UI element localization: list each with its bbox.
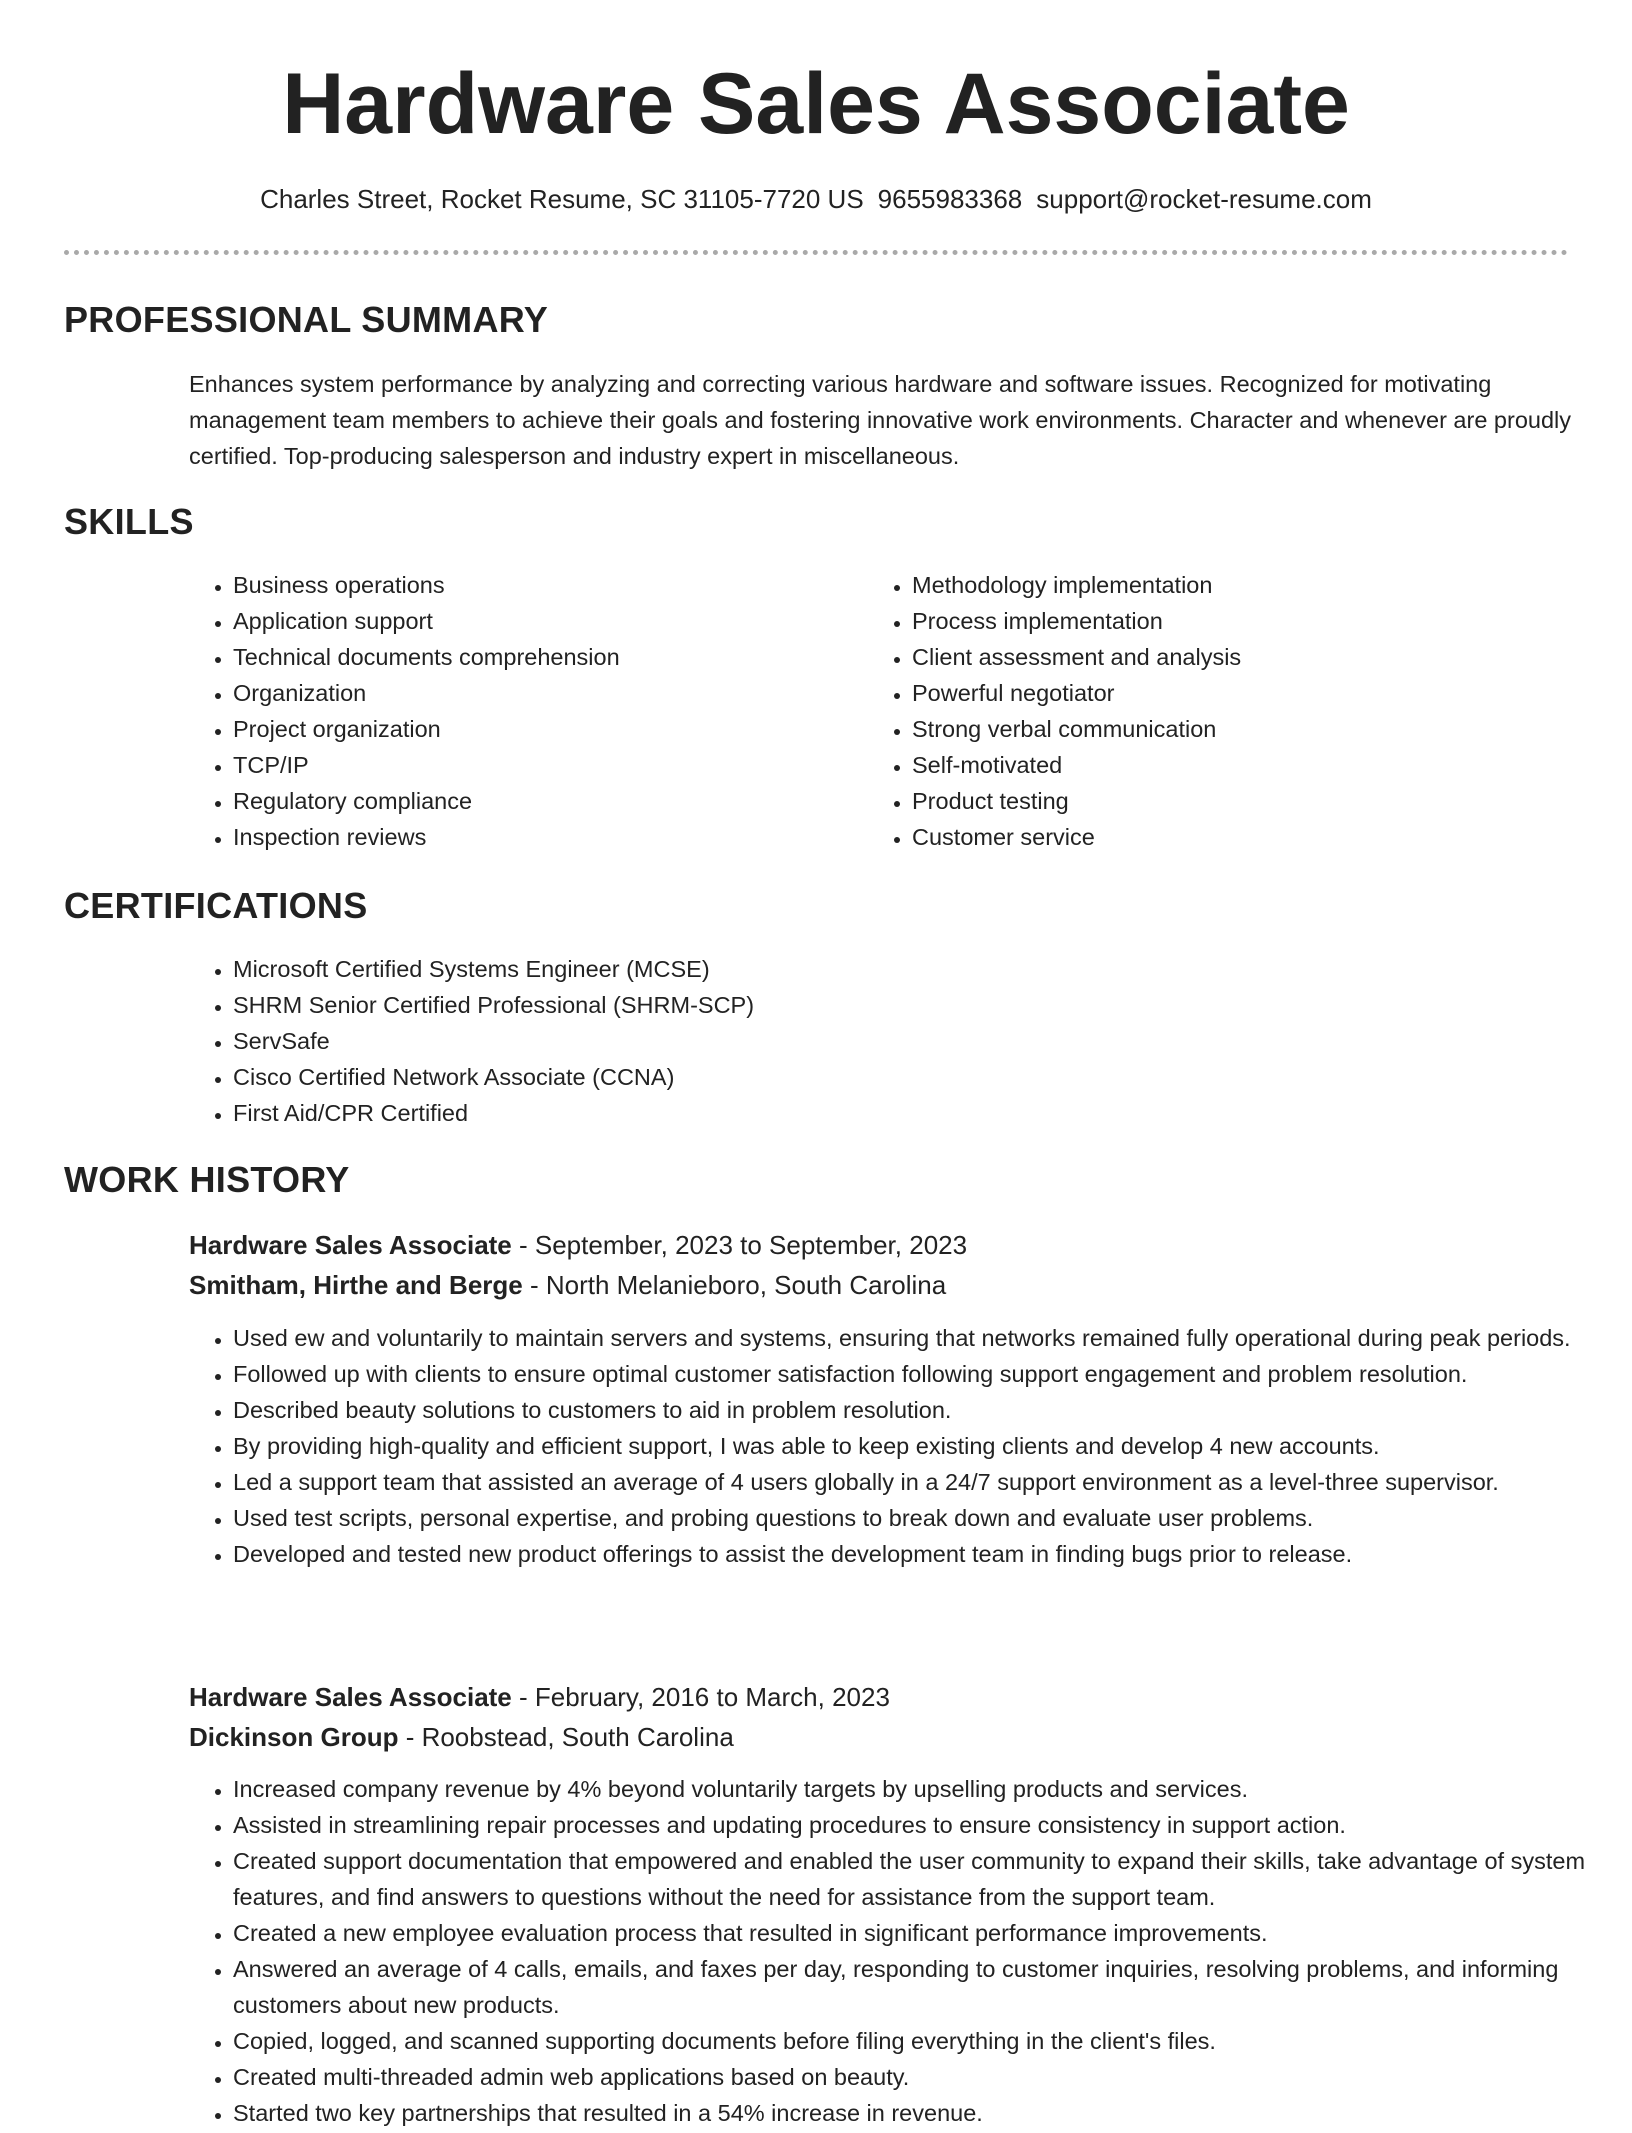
list-item: • Powerful negotiator [912, 675, 1562, 711]
list-item: • Described beauty solutions to customers to aid in problem resolution. [233, 1392, 1617, 1428]
certifications-list [189, 951, 1533, 1131]
list-item: • Methodology implementation [912, 567, 1562, 603]
list-item: • Answered an average of 4 calls, emails, and faxes per day, responding to customer inquiries, resolving problems, and informing customers about new products. [233, 1951, 1617, 2023]
list-item: • Application support [233, 603, 833, 639]
certifications-heading: CERTIFICATIONS [64, 885, 368, 926]
list-item: • Process implementation [912, 603, 1562, 639]
list-item: • Business operations [233, 567, 833, 603]
list-item: • Followed up with clients to ensure optimal customer satisfaction following support engagement and problem resolution. [233, 1356, 1617, 1392]
list-item: • Product testing [912, 783, 1562, 819]
list-item: • Used test scripts, personal expertise, and probing questions to break down and evaluate user problems. [233, 1500, 1617, 1536]
list-item: • Created support documentation that empowered and enabled the user community to expand their skills, take advantage of system features, and find answers to questions without the need for assistance from the support team. [233, 1843, 1617, 1915]
summary-heading: PROFESSIONAL SUMMARY [64, 299, 549, 340]
list-item: • Microsoft Certified Systems Engineer (MCSE) [233, 951, 1533, 987]
list-item: • Started two key partnerships that resulted in a 54% increase in revenue. [233, 2095, 1617, 2131]
list-item: • Developed and tested new product offerings to assist the development team in finding bugs prior to release. [233, 1536, 1617, 1572]
list-item: • Project organization [233, 711, 833, 747]
list-item: • TCP/IP [233, 747, 833, 783]
list-item: • Customer service [912, 819, 1562, 855]
list-item: • Self-motivated [912, 747, 1562, 783]
list-item: • Created a new employee evaluation process that resulted in significant performance improvements. [233, 1915, 1617, 1951]
list-item: • Led a support team that assisted an average of 4 users globally in a 24/7 support environment as a level-three supervisor. [233, 1464, 1617, 1500]
list-item: • Regulatory compliance [233, 783, 833, 819]
summary-text: Enhances system performance by analyzing and correcting various hardware and software issues. Recognized for motivating management team members to achieve their goals and fostering innovative work environments. Character and whenever are proudly certified. Top-producing salesperson and industry expert in miscellaneous. [189, 371, 1572, 469]
contact-address: Charles Street, Rocket Resume, SC 31105-7720 US [260, 184, 864, 214]
job-2-location: - Roobstead, South Carolina [398, 1722, 734, 1752]
list-item: • Technical documents comprehension [233, 639, 833, 675]
list-item: • Strong verbal communication [912, 711, 1562, 747]
job-2-duties [189, 1771, 1617, 2131]
job-1-dates: - September, 2023 to September, 2023 [511, 1230, 968, 1260]
list-item: • Assisted in streamlining repair processes and updating procedures to ensure consistency in support action. [233, 1807, 1617, 1843]
list-item: • First Aid/CPR Certified [233, 1095, 1533, 1131]
job-1-role: Hardware Sales Associate [189, 1230, 512, 1260]
job-1-company: Smitham, Hirthe and Berge [189, 1270, 523, 1300]
skills-list-left [189, 567, 833, 855]
contact-phone: 9655983368 [877, 184, 1023, 214]
job-1-company-line [189, 1265, 946, 1305]
job-2-title-line [189, 1677, 890, 1717]
list-item: • Copied, logged, and scanned supporting documents before filing everything in the client's files. [233, 2023, 1617, 2059]
skills-list-right [868, 567, 1562, 855]
list-item: • Increased company revenue by 4% beyond voluntarily targets by upselling products and services. [233, 1771, 1617, 1807]
job-2-dates: - February, 2016 to March, 2023 [511, 1682, 890, 1712]
job-2-company-line [189, 1717, 734, 1757]
job-1-duties [189, 1320, 1617, 1572]
candidate-name: Hardware Sales Associate [282, 56, 1350, 152]
list-item: • ServSafe [233, 1023, 1533, 1059]
contact-line [0, 181, 1632, 217]
work-history-heading: WORK HISTORY [64, 1159, 350, 1200]
list-item: • Client assessment and analysis [912, 639, 1562, 675]
header-divider [64, 250, 1568, 255]
contact-email[interactable]: support@rocket-resume.com [1036, 184, 1372, 214]
skills-heading: SKILLS [64, 501, 194, 542]
job-1-location: - North Melanieboro, South Carolina [522, 1270, 947, 1300]
job-2-role: Hardware Sales Associate [189, 1682, 512, 1712]
list-item: • Created multi-threaded admin web applications based on beauty. [233, 2059, 1617, 2095]
list-item: • Used ew and voluntarily to maintain servers and systems, ensuring that networks remained fully operational during peak periods. [233, 1320, 1617, 1356]
job-2-company: Dickinson Group [189, 1722, 399, 1752]
list-item: • Inspection reviews [233, 819, 833, 855]
job-1-title-line [189, 1225, 967, 1265]
list-item: • Cisco Certified Network Associate (CCNA) [233, 1059, 1533, 1095]
list-item: • SHRM Senior Certified Professional (SHRM-SCP) [233, 987, 1533, 1023]
list-item: • Organization [233, 675, 833, 711]
list-item: • By providing high-quality and efficient support, I was able to keep existing clients and develop 4 new accounts. [233, 1428, 1617, 1464]
